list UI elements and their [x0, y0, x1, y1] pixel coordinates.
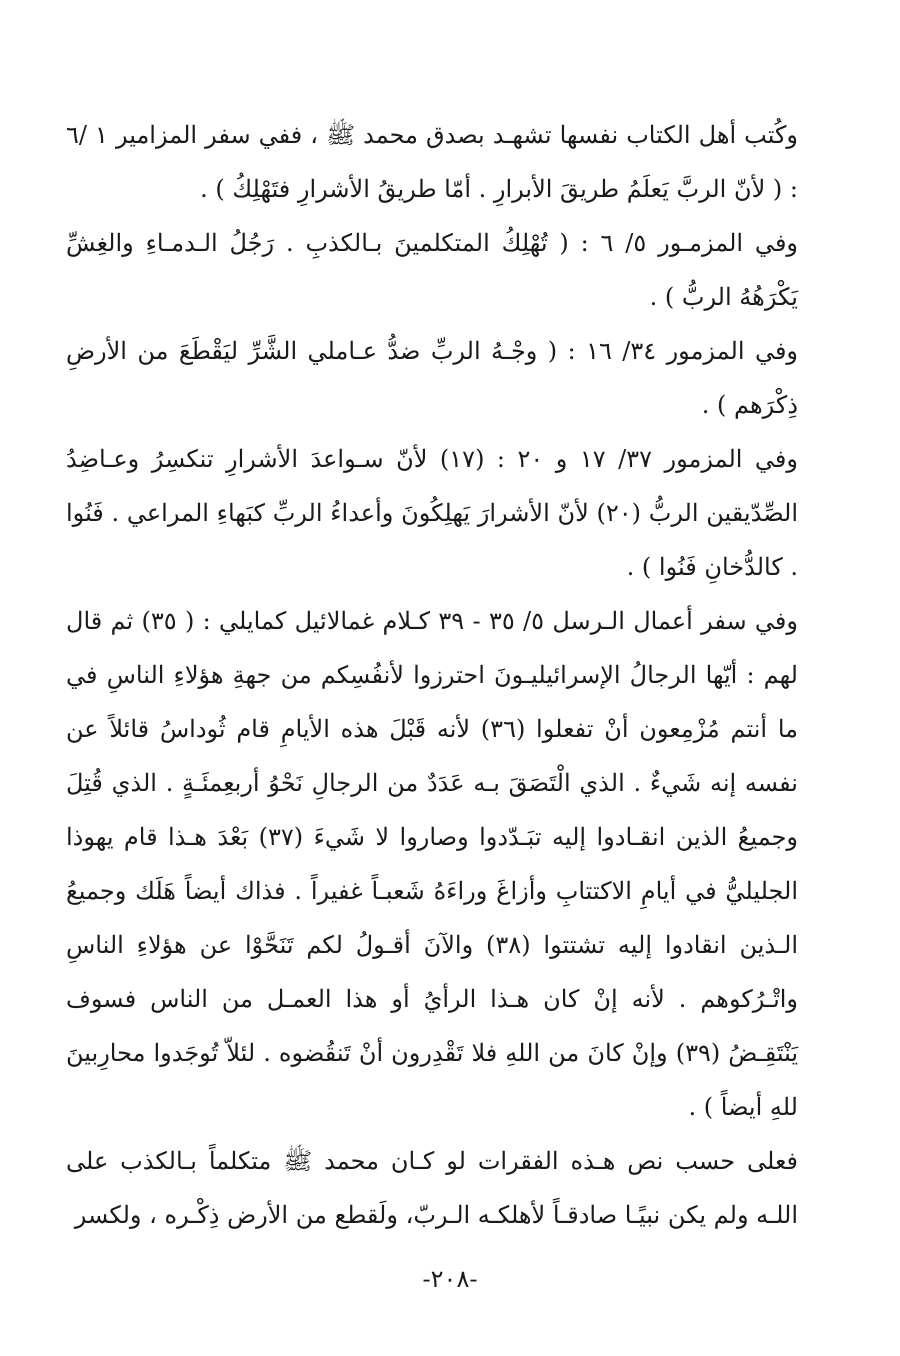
main-text-block: [66, 108, 798, 1242]
paragraph-psalm-34: وفي المزمور ٣٤/ ١٦ : ( وجْـهُ الربِّ ضدُّ عـاملي الشَّرِّ ليَقْطَعَ من الأرضِ ذِكْرَهم ) .: [66, 337, 799, 419]
paragraph-psalm-37: وفي المزمور ٣٧/ ١٧ و ٢٠ : (١٧) لأنّ سـواعدَ الأشرارِ تنكسِرُ وعـاضِدُ الصِّدّيقين الربُّ (٢٠) لأنّ الأشرارَ يَهلِكُونَ وأعداءُ الربِّ كبَهاءِ المراعي . فَنُوا . كالدُّخانِ فَنُوا ) .: [66, 445, 798, 581]
paragraph-conclusion: فعلى حسب نص هـذه الفقرات لو كـان محمد ﷺ متكلماً بـالكذب على اللـه ولم يكن نبيًـا صادقـاً لأهلكـه الـربّ، ولَقطع من الأرض ذِكْـره ، ولكسر: [66, 1147, 798, 1229]
page-number: -٢٠٨-: [422, 1265, 478, 1293]
paragraph-psalm-5: وفي المزمـور ٥/ ٦ : ( تُهْلِكُ المتكلمينَ بـالكذبِ . رَجُلُ الـدمـاءِ والغِشِّ يَكْرَهُهُ الربُّ ) .: [66, 229, 799, 311]
paragraph-acts-5: وفي سفر أعمال الـرسل ٥/ ٣٥ - ٣٩ كـلام غمالائيل كمايلي : ( ٣٥) ثم قال لهم : أيّها الرجالُ الإسرائيليـونَ احترزوا لأنفُسِكم من جهةِ هؤلاءِ الناسِ في ما أنتم مُزْمِعون أنْ تفعلوا (٣٦) لأنه قَبْلَ هذه الأيامِ قام ثُوداسُ قائلاً عن نفسه إنه شَيءٌ . الذي الْتَصَقَ بـه عَدَدٌ من الرجالِ نَحْوُ أربعِمئَـةٍ . الذي قُتِلَ وجميعُ الذين انقـادوا إليه تبَـدّدوا وصاروا لا شَيءَ (٣٧) بَعْدَ هـذا قام يهوذا الجليليُّ في أيامِ الاكتتابِ وأزاغَ وراءَهُ شَعبـاً غفيراً . فذاك أيضاً هَلَك وجميعُ الـذين انقادوا إليه تشتتوا (٣٨) والآنَ أقـولُ لكم تَنَحَّوْا عن هؤلاءِ الناسِ واتْـرُكوهم . لأنه إنْ كان هـذا الرأيُ أو هذا العمـل من الناس فسوف يَنْتَقِـضُ (٣٩) وإنْ كانَ من اللهِ فلا تَقْدِرون أنْ تَنقُضوه . لئلاّ تُوجَدوا محارِبينَ للهِ أيضاً ) .: [66, 607, 799, 1121]
paragraph-psalms-1: وكُتب أهل الكتاب نفسها تشهـد بصدق محمد ﷺ ، ففي سفر المزامير ١ /٦ : ( لأنّ الربَّ يَعلَمُ طريقَ الأبرارِ . أمّا طريقُ الأشرارِ فتَهْلِكُ ) .: [66, 121, 799, 203]
